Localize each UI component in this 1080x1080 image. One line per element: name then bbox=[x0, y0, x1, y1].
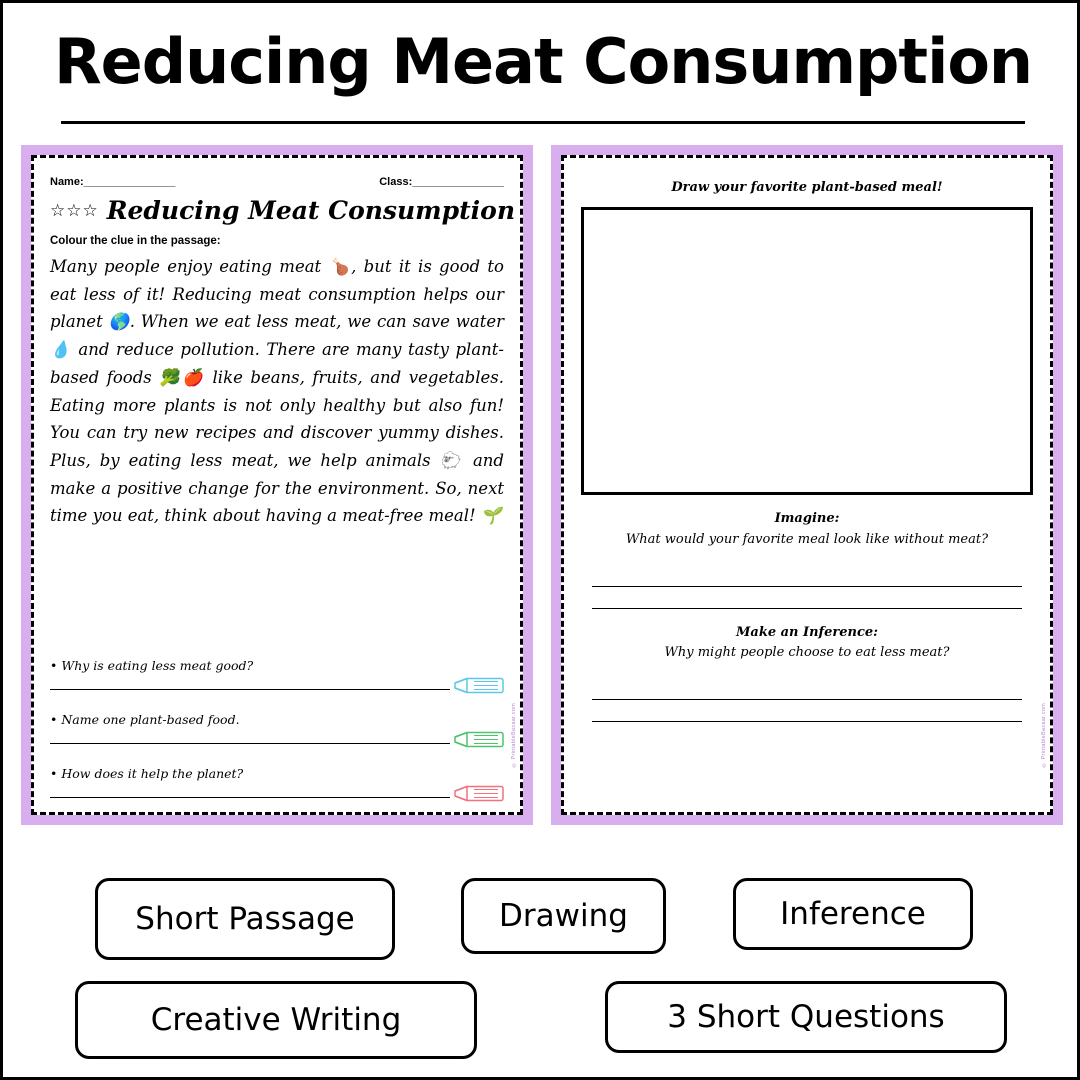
title-divider bbox=[61, 121, 1025, 124]
question-text: • Name one plant-based food. bbox=[50, 712, 240, 727]
instruction-text: Colour the clue in the passage: bbox=[50, 235, 221, 247]
feature-pill-drawing: Drawing bbox=[461, 878, 666, 954]
answer-line[interactable] bbox=[592, 700, 1022, 722]
question-item bbox=[50, 712, 504, 744]
reading-passage: Many people enjoy eating meat 🍗, but it is good to eat less of it! Reducing meat consumption helps our planet 🌎. When we eat less meat, we can save water 💧 and reduce pollution. There are many tasty plant-based foods 🥦🍎 like beans, fruits, and vegetables. Eating more plants is not only healthy but also fun! You can try new recipes and discover yummy dishes. Plus, by eating less meat, we help animals 🐑 and make a positive change for the environment. So, next time you eat, think about having a meat-free meal! 🌱 bbox=[50, 257, 504, 526]
crayon-icon bbox=[452, 731, 504, 748]
question-item bbox=[50, 658, 504, 690]
imagine-prompt bbox=[580, 509, 1034, 551]
watermark-right: © PrintableBazaar.com bbox=[1041, 703, 1047, 768]
worksheet-page-right bbox=[551, 145, 1063, 825]
question-text: • Why is eating less meat good? bbox=[50, 658, 254, 673]
stars-icon: ☆☆☆ bbox=[50, 201, 99, 220]
inference-prompt bbox=[580, 623, 1034, 665]
inference-question: Why might people choose to eat less meat? bbox=[664, 645, 950, 661]
worksheet-heading bbox=[50, 196, 516, 225]
inference-label: Make an Inference: bbox=[736, 624, 878, 640]
imagine-question: What would your favorite meal look like without meat? bbox=[625, 531, 989, 547]
page-title: Reducing Meat Consumption bbox=[53, 25, 1033, 98]
drawing-caption: Draw your favorite plant-based meal! bbox=[671, 180, 943, 195]
questions-list bbox=[50, 658, 504, 802]
question-item bbox=[50, 766, 504, 798]
imagine-label: Imagine: bbox=[774, 511, 840, 526]
answer-line[interactable] bbox=[50, 689, 450, 690]
imagine-answer-lines bbox=[580, 565, 1034, 609]
worksheet-title: Reducing Meat Consumption bbox=[106, 196, 516, 225]
name-field-label[interactable]: Name:_______________ bbox=[50, 176, 176, 188]
feature-pill-inference: Inference bbox=[733, 878, 973, 950]
answer-line[interactable] bbox=[50, 797, 450, 798]
feature-pill-short-passage: Short Passage bbox=[95, 878, 395, 960]
answer-line[interactable] bbox=[592, 678, 1022, 700]
answer-line[interactable] bbox=[50, 743, 450, 744]
answer-line[interactable] bbox=[592, 587, 1022, 609]
watermark-left: © PrintableBazaar.com bbox=[511, 703, 517, 768]
answer-line[interactable] bbox=[592, 565, 1022, 587]
crayon-icon bbox=[452, 785, 504, 802]
crayon-icon bbox=[452, 677, 504, 694]
inference-answer-lines bbox=[580, 678, 1034, 722]
drawing-area[interactable] bbox=[581, 207, 1033, 495]
feature-pill-short-questions: 3 Short Questions bbox=[605, 981, 1007, 1053]
feature-pill-creative-writing: Creative Writing bbox=[75, 981, 477, 1059]
worksheet-page-left bbox=[21, 145, 533, 825]
class-field-label[interactable]: Class:_______________ bbox=[379, 176, 504, 188]
question-text: • How does it help the planet? bbox=[50, 766, 244, 781]
student-meta-row bbox=[50, 176, 504, 188]
